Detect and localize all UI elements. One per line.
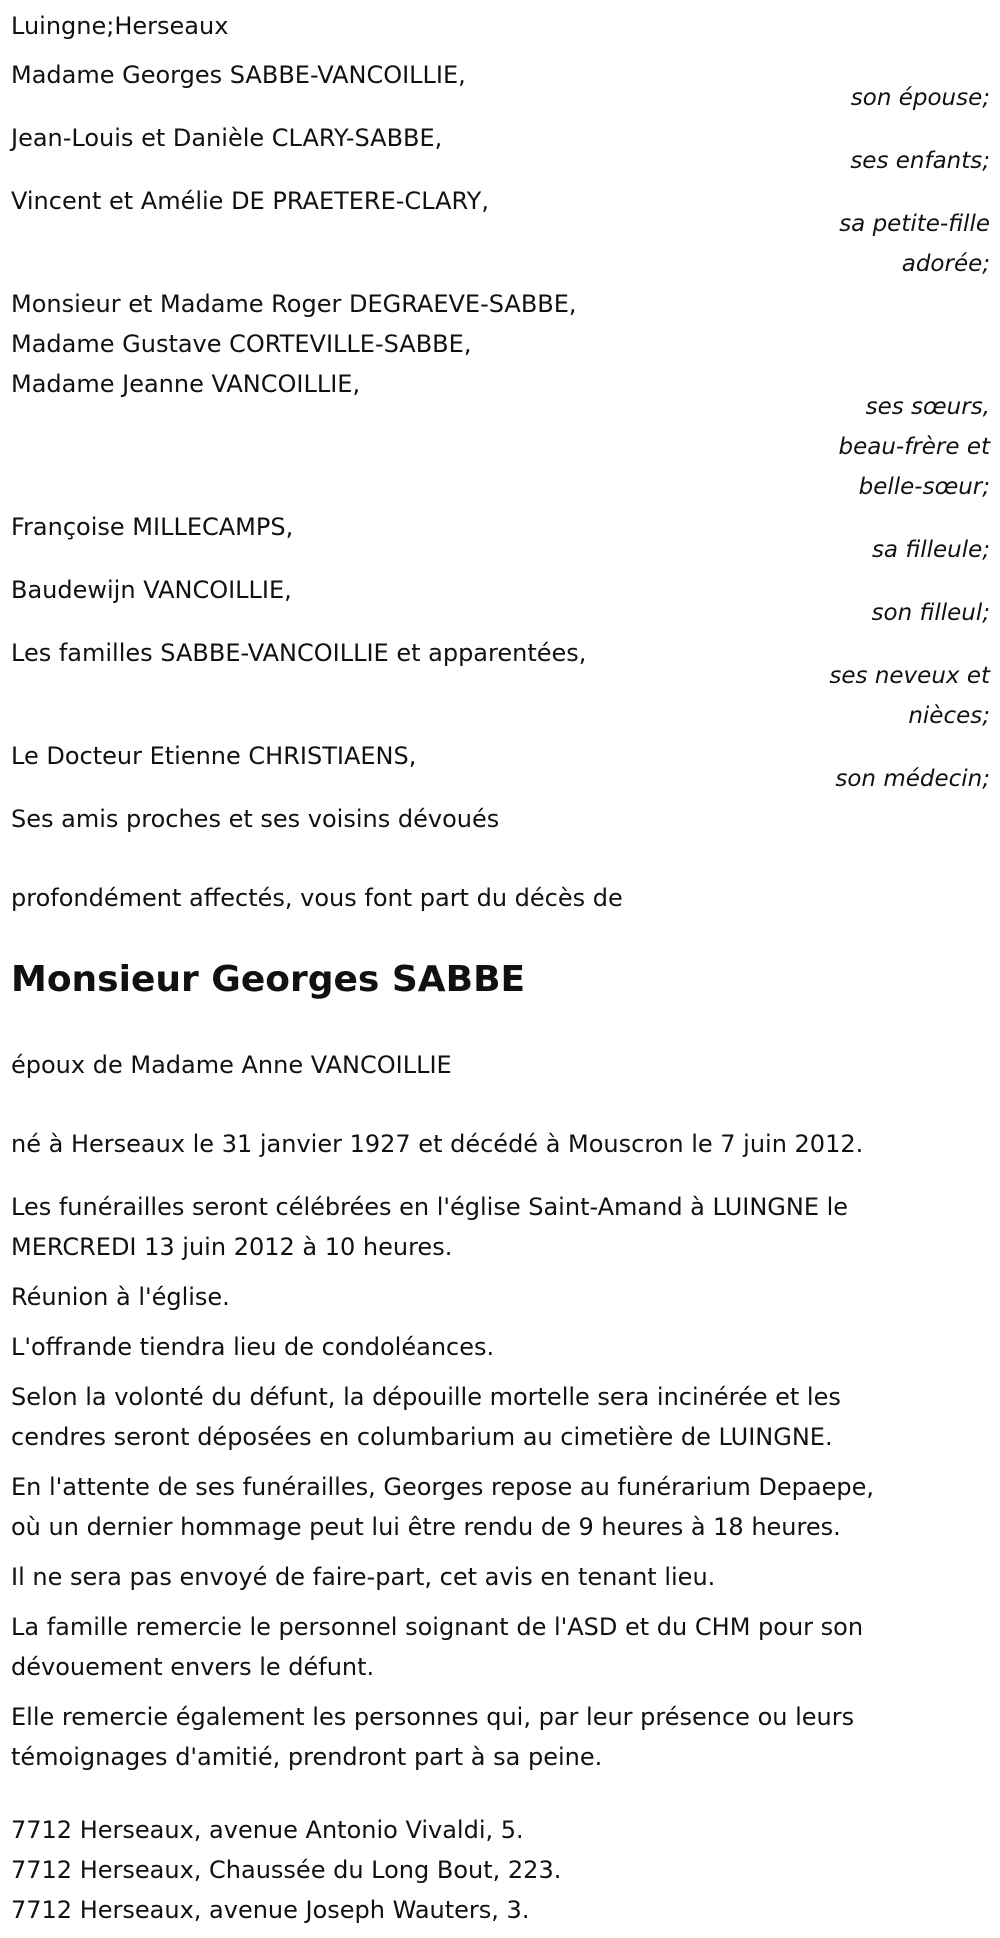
family-role: sa petite-fille bbox=[839, 211, 990, 237]
family-name-line: Les familles SABBE-VANCOILLIE et apparentées, bbox=[11, 639, 587, 667]
family-role: ses sœurs, bbox=[865, 394, 990, 420]
family-name-line: Madame Georges SABBE-VANCOILLIE, bbox=[11, 61, 466, 89]
paragraph-line: Réunion à l'église. bbox=[11, 1283, 230, 1311]
paragraph-line: MERCREDI 13 juin 2012 à 10 heures. bbox=[11, 1233, 453, 1261]
paragraph-line: Les funérailles seront célébrées en l'église Saint-Amand à LUINGNE le bbox=[11, 1193, 849, 1221]
family-role: son filleul; bbox=[871, 600, 990, 626]
family-name-line: Monsieur et Madame Roger DEGRAEVE-SABBE, bbox=[11, 290, 577, 318]
paragraph-line: dévouement envers le défunt. bbox=[11, 1653, 375, 1681]
family-role: beau-frère et bbox=[838, 434, 990, 460]
paragraph-line: La famille remercie le personnel soignant de l'ASD et du CHM pour son bbox=[11, 1613, 864, 1641]
paragraph-line: Selon la volonté du défunt, la dépouille mortelle sera incinérée et les bbox=[11, 1383, 841, 1411]
address-line: 7712 Herseaux, avenue Antonio Vivaldi, 5. bbox=[11, 1816, 524, 1844]
family-name-line: Françoise MILLECAMPS, bbox=[11, 513, 294, 541]
paragraph-line: cendres seront déposées en columbarium au cimetière de LUINGNE. bbox=[11, 1423, 833, 1451]
deceased-name: Monsieur Georges SABBE bbox=[11, 959, 526, 1000]
family-name-line: Ses amis proches et ses voisins dévoués bbox=[11, 805, 500, 833]
paragraph-line: où un dernier hommage peut lui être rendu de 9 heures à 18 heures. bbox=[11, 1513, 841, 1541]
family-role: son épouse; bbox=[850, 85, 990, 111]
paragraph-line: L'offrande tiendra lieu de condoléances. bbox=[11, 1333, 495, 1361]
address-line: 7712 Herseaux, avenue Joseph Wauters, 3. bbox=[11, 1896, 530, 1924]
family-role: nièces; bbox=[908, 703, 990, 729]
paragraph-line: Il ne sera pas envoyé de faire-part, cet avis en tenant lieu. bbox=[11, 1563, 716, 1591]
spouse-line: époux de Madame Anne VANCOILLIE bbox=[11, 1051, 452, 1079]
family-role: ses enfants; bbox=[850, 148, 990, 174]
family-role: son médecin; bbox=[835, 766, 990, 792]
paragraph-line: En l'attente de ses funérailles, Georges repose au funérarium Depaepe, bbox=[11, 1473, 874, 1501]
family-name-line: Madame Gustave CORTEVILLE-SABBE, bbox=[11, 330, 472, 358]
address-line: 7712 Herseaux, Chaussée du Long Bout, 223. bbox=[11, 1856, 562, 1884]
family-name-line: Le Docteur Etienne CHRISTIAENS, bbox=[11, 742, 417, 770]
paragraph-line: né à Herseaux le 31 janvier 1927 et décédé à Mouscron le 7 juin 2012. bbox=[11, 1130, 864, 1158]
family-role: sa filleule; bbox=[871, 537, 990, 563]
announcement-line: profondément affectés, vous font part du décès de bbox=[11, 884, 623, 912]
family-role: ses neveux et bbox=[829, 663, 990, 689]
family-name-line: Madame Jeanne VANCOILLIE, bbox=[11, 370, 361, 398]
family-name-line: Vincent et Amélie DE PRAETERE-CLARY, bbox=[11, 187, 489, 215]
family-name-line: Jean-Louis et Danièle CLARY-SABBE, bbox=[11, 124, 443, 152]
place-header: Luingne;Herseaux bbox=[11, 12, 229, 40]
family-role: adorée; bbox=[901, 251, 990, 277]
family-name-line: Baudewijn VANCOILLIE, bbox=[11, 576, 292, 604]
paragraph-line: Elle remercie également les personnes qui, par leur présence ou leurs bbox=[11, 1703, 855, 1731]
family-role: belle-sœur; bbox=[858, 474, 990, 500]
paragraph-line: témoignages d'amitié, prendront part à sa peine. bbox=[11, 1743, 603, 1771]
